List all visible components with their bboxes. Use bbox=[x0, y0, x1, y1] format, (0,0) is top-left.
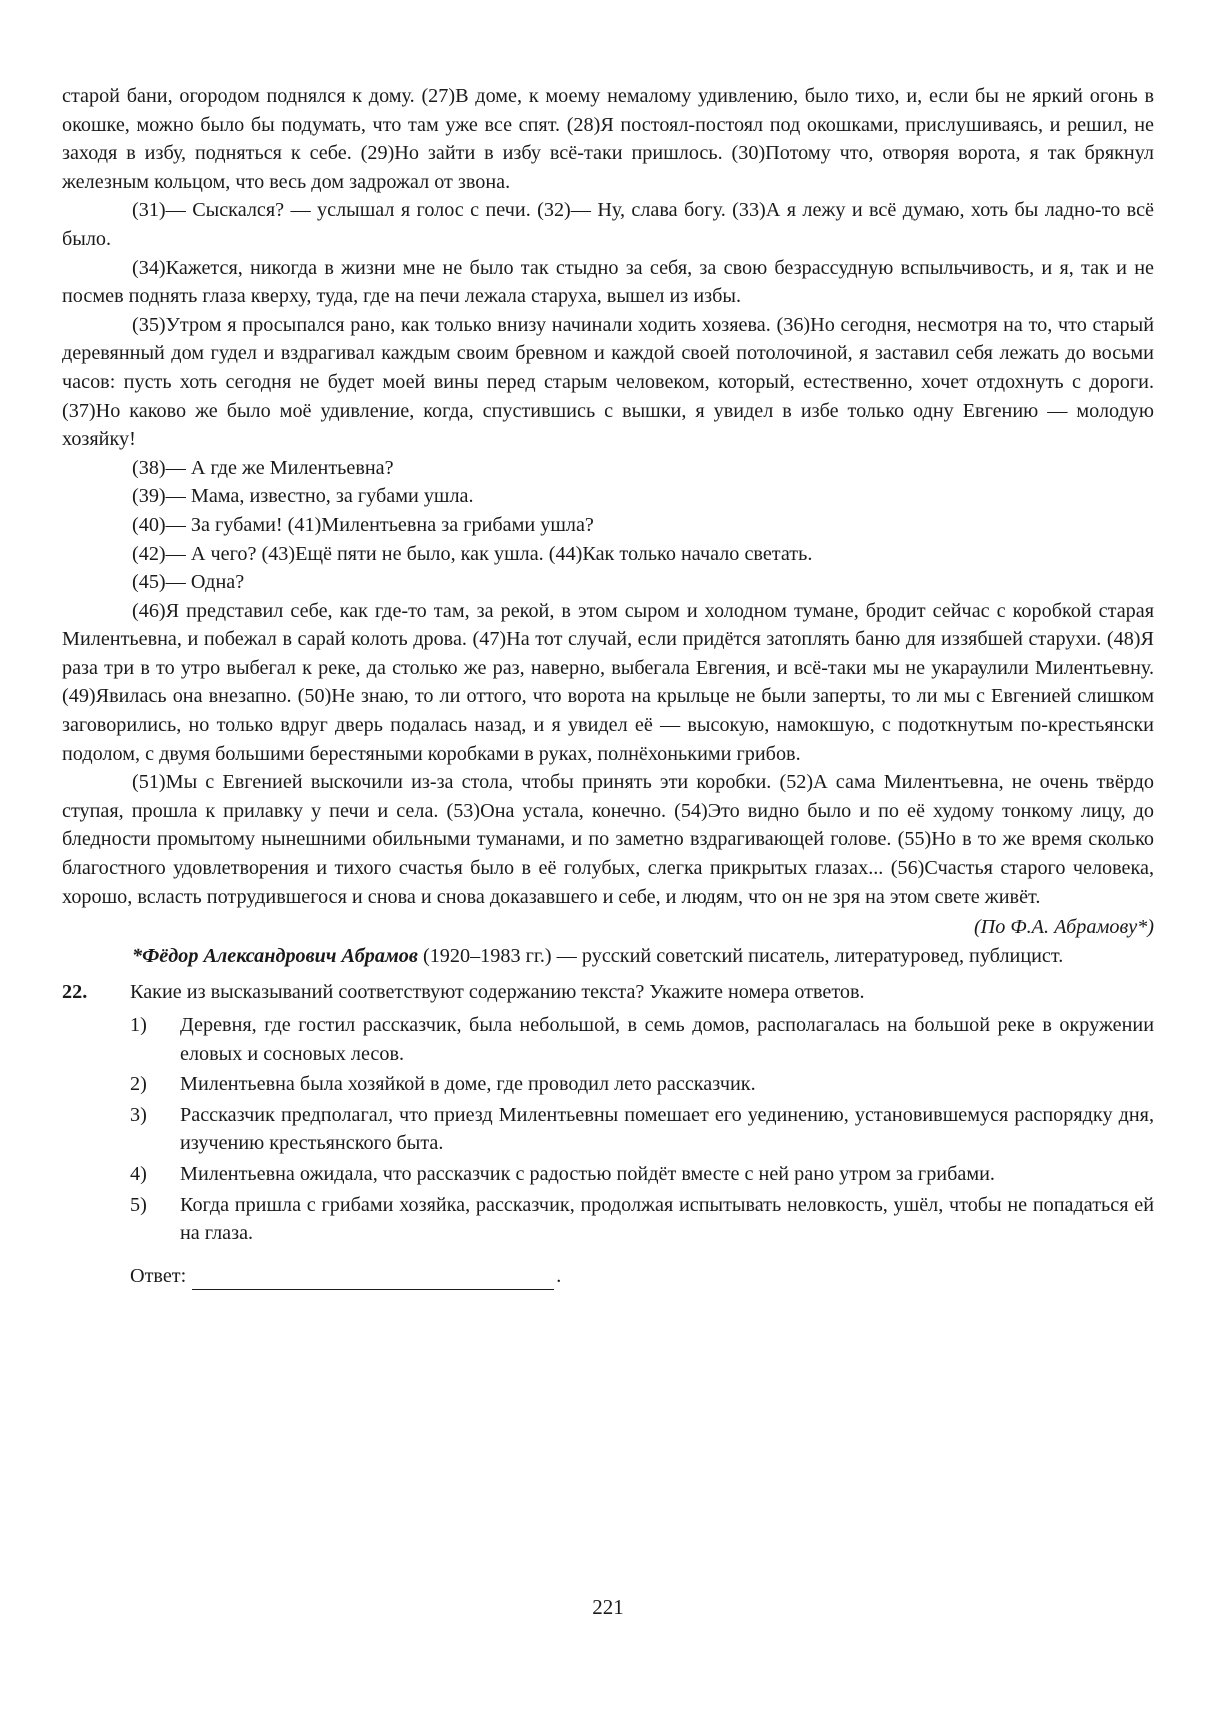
task-question: Какие из высказываний соответствуют содержанию текста? Укажите номера ответов. bbox=[130, 981, 865, 1004]
dialog-line: (39)— Мама, известно, за губами ушла. bbox=[132, 485, 474, 508]
text-paragraph: (46)Я представил себе, как где-то там, за рекой, в этом сыром и холодном тумане, бродит сейчас с коробкой старая Милентьевна, и побежал в сарай колоть дрова. (47)На тот случай, если придётся затоплять баню для иззябшей старухи. (48)Я раза три в то утро выбегал к реке, да столько же раз, наверно, выбегала Евгения, и всё-таки мы не укараулили Милентьевну. (49)Явилась она внезапно. (50)Не знаю, то ли оттого, что ворота на крыльце не были заперты, то ли мы с Евгенией слишком заговорились, но только вдруг дверь подалась назад, и я увидел её — высокую, намокшую, с подоткнутым по-крестьянски подолом, с двумя большими берестяными коробками в руках, полнёхонькими грибов. bbox=[62, 599, 1154, 765]
text-paragraph: (34)Кажется, никогда в жизни мне не было так стыдно за себя, за свою безрассудную вспыльчивость, и я, так и не посмев поднять глаза кверху, туда, где на печи лежала старуха, вышел из избы. bbox=[62, 256, 1154, 308]
dialog-line: (38)— А где же Милентьевна? bbox=[132, 456, 394, 479]
option-number: 4) bbox=[130, 1162, 147, 1185]
author-footnote bbox=[62, 942, 1154, 971]
text-paragraph: (35)Утром я просыпался рано, как только внизу начинали ходить хозяева. (36)Но сегодня, несмотря на то, что старый деревянный дом гудел и вздрагивал каждым своим бревном и каждой своей потолочиной, я заставил себя лежать до восьми часов: пусть хоть сегодня не будет моей вины перед старым человеком, который, естественно, хочет отдохнуть с дороги. (37)Но каково же было моё удивление, когда, спустившись с вышки, я увидел в избе только одну Евгению — молодую хозяйку! bbox=[62, 313, 1154, 451]
text-source: (По Ф.А. Абрамову*) bbox=[973, 916, 1154, 939]
page-number: 221 bbox=[592, 1595, 624, 1619]
text-paragraph: (31)— Сыскался? — услышал я голос с печи. (32)— Ну, слава богу. (33)А я лежу и всё думаю, хоть бы ладно-то всё было. bbox=[62, 199, 1154, 250]
option-number: 1) bbox=[130, 1014, 147, 1036]
answer-blank-field[interactable] bbox=[192, 1265, 554, 1290]
answer-option bbox=[130, 1101, 1154, 1158]
option-text: Деревня, где гостил рассказчик, была небольшой, в семь домов, располагалась на большой реке в окружении еловых и сосновых лесов. bbox=[180, 1014, 1154, 1065]
footnote-author-name: *Фёдор Александрович Абрамов bbox=[132, 944, 418, 967]
dialog-line: (45)— Одна? bbox=[132, 571, 245, 594]
option-text: Милентьевна ожидала, что рассказчик с радостью пойдёт вместе с ней рано утром за грибами. bbox=[180, 1162, 995, 1185]
text-paragraph: (51)Мы с Евгенией выскочили из-за стола, чтобы принять эти коробки. (52)А сама Милентьевна, не очень твёрдо ступая, прошла к прилавку у печи и села. (53)Она устала, конечно. (54)Это видно было и по её худому тонкому лицу, до бледности промытому нынешними обильными туманами, и по заметно вздрагивающей голове. (55)Но в то же время сколько благостного удовлетворения и тихого счастья было в её голубых, слегка прикрытых глазах... (56)Счастья старого человека, хорошо, всласть потрудившегося и снова и снова доказавшего и себе, и людям, что он не зря на этом свете живёт. bbox=[62, 771, 1154, 908]
answer-option bbox=[130, 1160, 1154, 1189]
answer-options bbox=[130, 1011, 1154, 1248]
option-number: 2) bbox=[130, 1073, 147, 1096]
dialog-line: (42)— А чего? (43)Ещё пяти не было, как ушла. (44)Как только начало светать. bbox=[132, 542, 813, 565]
text-paragraph: старой бани, огородом поднялся к дому. (27)В доме, к моему немалому удивлению, было тихо, и, если бы не яркий огонь в окошке, можно было бы подумать, что там уже все спят. (28)Я постоял-постоял под окошками, прислушиваясь, и решил, не заходя в избу, подняться к себе. (29)Но зайти в избу всё-таки пришлось. (30)Потому что, отворяя ворота, я так брякнул железным кольцом, что весь дом задрожал от звона. bbox=[62, 85, 1154, 193]
option-number: 3) bbox=[130, 1103, 147, 1126]
option-text: Когда пришла с грибами хозяйка, рассказчик, продолжая испытывать неловкость, ушёл, чтобы не попадаться ей на глаза. bbox=[180, 1193, 1154, 1245]
dialog-line: (40)— За губами! (41)Милентьевна за грибами ушла? bbox=[132, 513, 594, 536]
task-body bbox=[130, 978, 1154, 1290]
answer-period: . bbox=[556, 1264, 562, 1287]
answer-row bbox=[130, 1262, 1154, 1291]
answer-label: Ответ: bbox=[130, 1264, 187, 1287]
answer-option bbox=[130, 1011, 1154, 1068]
option-text: Милентьевна была хозяйкой в доме, где проводил лето рассказчик. bbox=[180, 1073, 756, 1096]
option-number: 5) bbox=[130, 1193, 147, 1216]
task-22 bbox=[62, 978, 1154, 1290]
task-number: 22. bbox=[62, 981, 88, 1004]
option-text: Рассказчик предполагал, что приезд Милентьевны помешает его уединению, установившемуся распорядку дня, изучению крестьянского быта. bbox=[180, 1103, 1154, 1155]
footnote-description: (1920–1983 гг.) — русский советский писатель, литературовед, публицист. bbox=[417, 944, 1064, 967]
answer-option bbox=[130, 1191, 1154, 1248]
answer-option bbox=[130, 1070, 1154, 1099]
